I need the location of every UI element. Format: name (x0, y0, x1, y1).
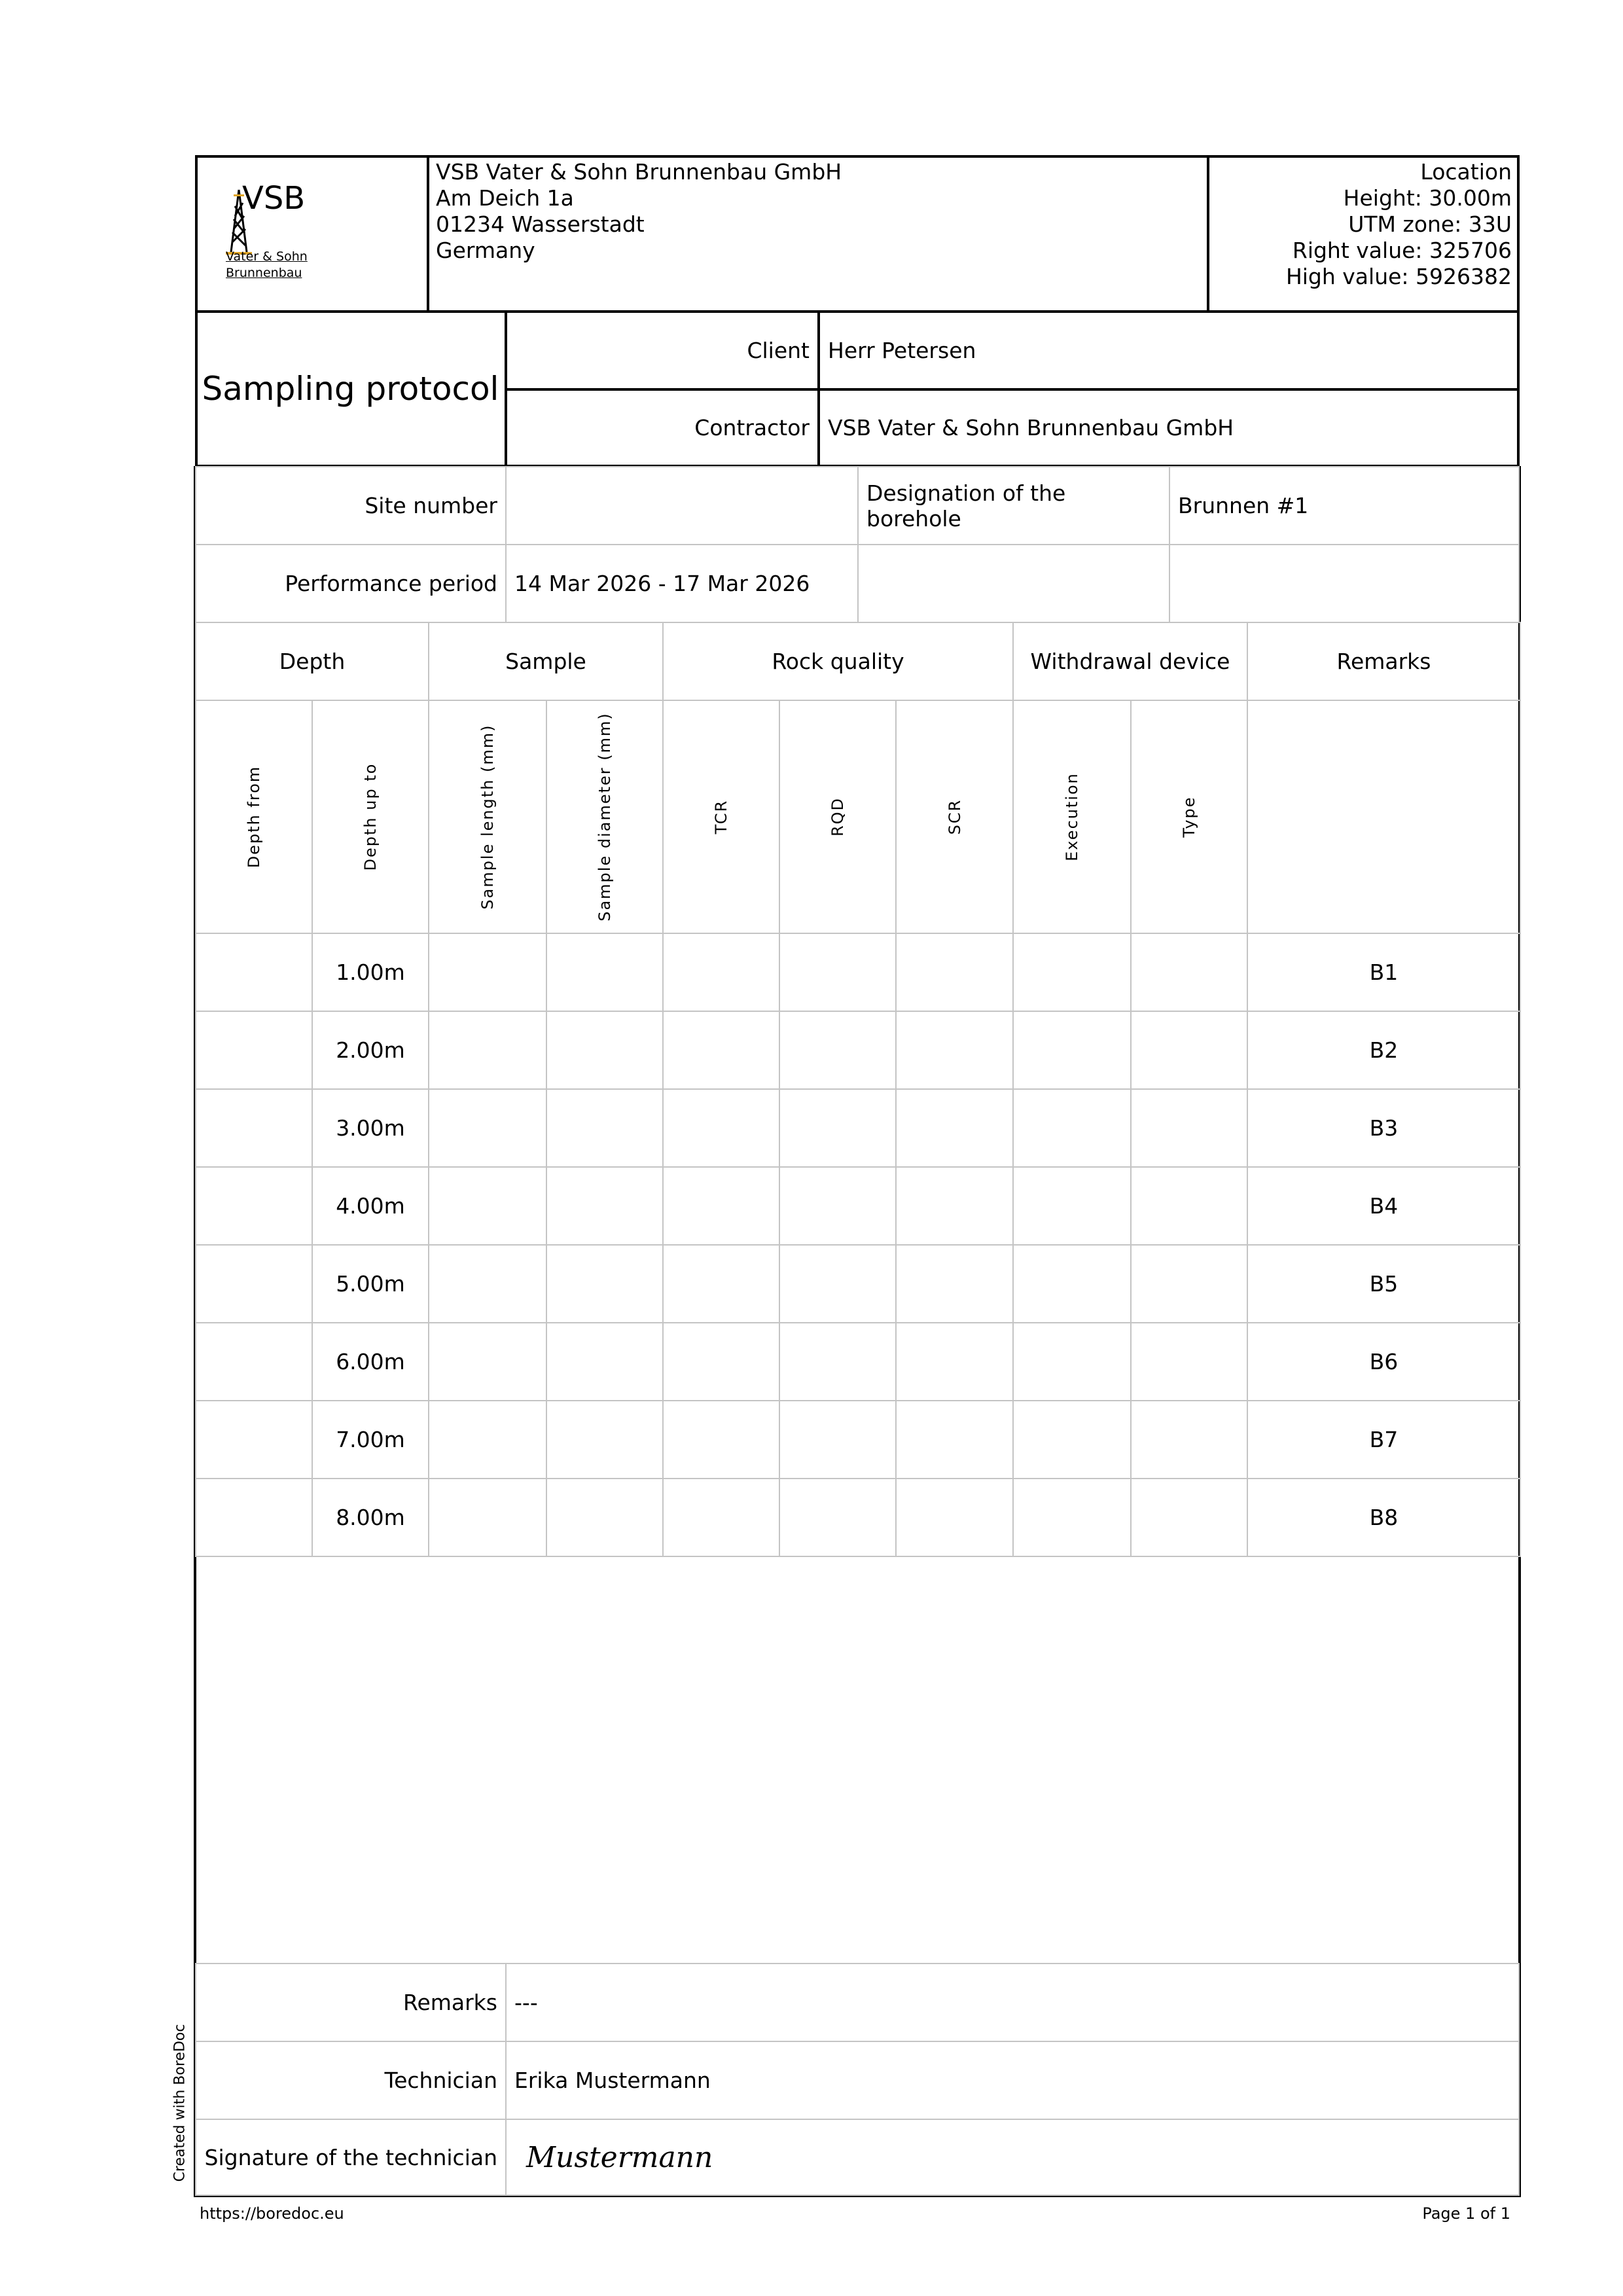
table-cell (1130, 1478, 1248, 1557)
table-cell (662, 1088, 780, 1168)
table-cell (895, 1400, 1014, 1479)
table-cell (428, 1322, 547, 1401)
table-cell (779, 1478, 897, 1557)
empty-cell (857, 544, 1170, 623)
column-header-label: Sample diameter (mm) (596, 712, 614, 922)
depth-from-cell (195, 1088, 313, 1168)
footer-url[interactable]: https://boredoc.eu (200, 2204, 344, 2223)
table-cell (895, 1166, 1014, 1246)
remarks-cell: B8 (1247, 1478, 1521, 1557)
table-cell (1130, 1011, 1248, 1090)
location-right-value: Right value: 325706 (1292, 238, 1512, 263)
company-city: 01234 Wasserstadt (436, 211, 645, 237)
location-title: Location (1420, 159, 1512, 185)
table-cell (662, 1166, 780, 1246)
column-group-header: Depth (195, 622, 429, 701)
remarks-cell: B6 (1247, 1322, 1521, 1401)
site-number-value (505, 466, 859, 545)
remarks-cell: B1 (1247, 933, 1521, 1012)
depth-to-cell: 5.00m (312, 1244, 429, 1323)
logo-subtext: Brunnenbau (226, 266, 302, 280)
table-cell (546, 1244, 664, 1323)
logo-text: VSB (242, 180, 306, 217)
table-cell (662, 1244, 780, 1323)
table-cell (1130, 1088, 1248, 1168)
table-cell (546, 1478, 664, 1557)
page-number: Page 1 of 1 (1422, 2204, 1510, 2223)
depth-from-cell (195, 1244, 313, 1323)
table-cell (546, 933, 664, 1012)
technician-signature: Mustermann (505, 2119, 1520, 2196)
table-cell (662, 1478, 780, 1557)
table-cell (1130, 1322, 1248, 1401)
location-info (1286, 159, 1512, 290)
column-header (1247, 700, 1521, 934)
divider (1207, 155, 1209, 313)
depth-to-cell: 2.00m (312, 1011, 429, 1090)
location-height: Height: 30.00m (1343, 185, 1512, 211)
signature-label: Signature of the technician (195, 2119, 507, 2196)
borehole-label: Designation of the borehole (857, 466, 1170, 545)
table-cell (1130, 1244, 1248, 1323)
page-title: Sampling protocol (202, 370, 499, 408)
table-cell (895, 1478, 1014, 1557)
column-header (312, 700, 429, 934)
depth-to-cell: 6.00m (312, 1322, 429, 1401)
table-cell (428, 1011, 547, 1090)
depth-from-cell (195, 933, 313, 1012)
table-cell (895, 1322, 1014, 1401)
company-logo (226, 180, 311, 291)
table-cell (546, 1322, 664, 1401)
table-cell (662, 1400, 780, 1479)
table-cell (428, 1400, 547, 1479)
column-header-label: Type (1180, 796, 1198, 838)
table-cell (428, 1244, 547, 1323)
depth-from-cell (195, 1400, 313, 1479)
table-cell (428, 1478, 547, 1557)
table-cell (1012, 1244, 1132, 1323)
column-header-label: Depth from (245, 765, 263, 869)
remarks-value: --- (505, 1963, 1520, 2042)
remarks-cell: B3 (1247, 1088, 1521, 1168)
column-group-header: Rock quality (662, 622, 1014, 701)
table-cell (1130, 933, 1248, 1012)
table-cell (779, 1011, 897, 1090)
column-header (428, 700, 547, 934)
table-cell (1012, 1400, 1132, 1479)
column-header (662, 700, 780, 934)
column-header-label: Sample length (mm) (478, 724, 497, 910)
depth-to-cell: 1.00m (312, 933, 429, 1012)
column-header (546, 700, 664, 934)
technician-value: Erika Mustermann (505, 2041, 1520, 2120)
table-cell (1130, 1400, 1248, 1479)
empty-cell (1169, 544, 1520, 623)
column-header (895, 700, 1014, 934)
table-cell (546, 1088, 664, 1168)
table-cell (779, 1400, 897, 1479)
column-header-label: RQD (829, 797, 847, 837)
company-name: VSB Vater & Sohn Brunnenbau GmbH (436, 159, 842, 185)
depth-from-cell (195, 1478, 313, 1557)
column-header-label: Execution (1063, 772, 1081, 861)
column-header-label: Depth up to (361, 762, 380, 871)
table-cell (546, 1400, 664, 1479)
remarks-cell: B7 (1247, 1400, 1521, 1479)
table-cell (662, 1011, 780, 1090)
table-cell (895, 1244, 1014, 1323)
period-label: Performance period (195, 544, 507, 623)
location-high-value: High value: 5926382 (1285, 264, 1512, 289)
column-header-label: SCR (945, 798, 964, 835)
remarks-cell: B4 (1247, 1166, 1521, 1246)
remarks-cell: B5 (1247, 1244, 1521, 1323)
table-cell (779, 1088, 897, 1168)
column-header (1130, 700, 1248, 934)
table-cell (428, 1166, 547, 1246)
client-label: Client (747, 338, 810, 363)
logo-subtext: Vater & Sohn (226, 249, 308, 264)
column-group-header: Remarks (1247, 622, 1521, 701)
table-cell (546, 1011, 664, 1090)
company-street: Am Deich 1a (436, 185, 574, 211)
depth-to-cell: 3.00m (312, 1088, 429, 1168)
table-cell (1012, 1166, 1132, 1246)
column-header (1012, 700, 1132, 934)
table-cell (779, 1322, 897, 1401)
column-header-label: TCR (712, 799, 730, 834)
table-cell (1012, 1322, 1132, 1401)
table-cell (1012, 1011, 1132, 1090)
depth-to-cell: 7.00m (312, 1400, 429, 1479)
column-header (195, 700, 313, 934)
table-cell (779, 1166, 897, 1246)
table-cell (1012, 1478, 1132, 1557)
contractor-label: Contractor (694, 415, 810, 440)
table-cell (428, 1088, 547, 1168)
depth-from-cell (195, 1322, 313, 1401)
remarks-cell: B2 (1247, 1011, 1521, 1090)
table-cell (895, 1011, 1014, 1090)
table-cell (662, 933, 780, 1012)
contractor-value: VSB Vater & Sohn Brunnenbau GmbH (828, 415, 1234, 440)
table-cell (546, 1166, 664, 1246)
client-value: Herr Petersen (828, 338, 976, 363)
table-cell (1012, 933, 1132, 1012)
table-cell (662, 1322, 780, 1401)
company-address (436, 159, 842, 264)
column-group-header: Sample (428, 622, 664, 701)
location-utm: UTM zone: 33U (1348, 211, 1512, 237)
depth-from-cell (195, 1166, 313, 1246)
table-cell (779, 1244, 897, 1323)
table-cell (895, 1088, 1014, 1168)
table-cell (428, 933, 547, 1012)
company-country: Germany (436, 238, 535, 263)
table-cell (895, 933, 1014, 1012)
depth-to-cell: 8.00m (312, 1478, 429, 1557)
depth-to-cell: 4.00m (312, 1166, 429, 1246)
site-number-label: Site number (195, 466, 507, 545)
depth-from-cell (195, 1011, 313, 1090)
remarks-label: Remarks (195, 1963, 507, 2042)
column-header (779, 700, 897, 934)
period-value: 14 Mar 2026 - 17 Mar 2026 (505, 544, 859, 623)
borehole-value: Brunnen #1 (1169, 466, 1520, 545)
table-cell (779, 933, 897, 1012)
created-with-note: Created with BoreDoc (171, 2024, 188, 2182)
table-cell (1012, 1088, 1132, 1168)
column-group-header: Withdrawal device (1012, 622, 1248, 701)
divider (427, 155, 429, 313)
table-cell (1130, 1166, 1248, 1246)
technician-label: Technician (195, 2041, 507, 2120)
